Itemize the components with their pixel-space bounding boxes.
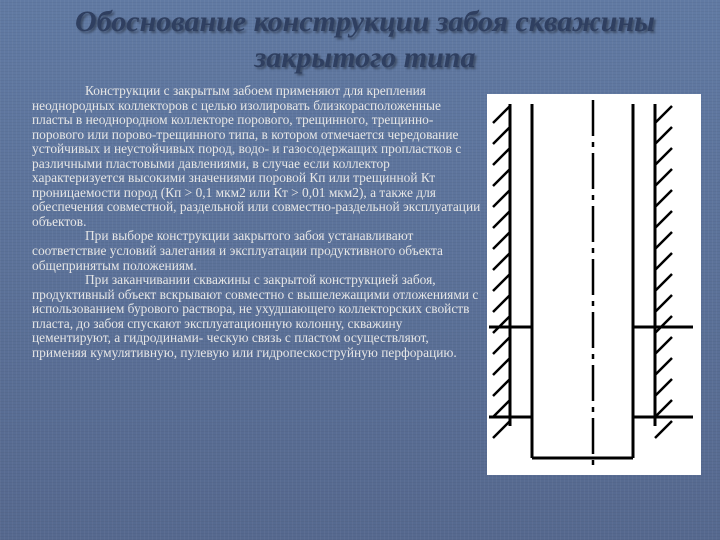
rock-hatching-right: [655, 106, 672, 438]
hatch-mark-left: [493, 295, 510, 312]
hatch-mark-right: [655, 169, 672, 186]
hatch-mark-right: [655, 421, 672, 438]
hatch-mark-right: [655, 358, 672, 375]
hatch-mark-left: [493, 190, 510, 207]
hatch-mark-right: [655, 190, 672, 207]
paragraph-3: При заканчивании скважины с закрытой конструкцией забоя, продуктивный объект вскрывают совместно с вышележащими отложениями с использованием бурового раствора, не ухудшающего коллекторских свойств пласта, до забоя спускают эксплуатационную колонну, скважину цементируют, а гидродинами- ческую связь с пластом осуществляют, применяя кумулятивную, пулевую или гидропескоструйную перфорацию.: [32, 272, 479, 360]
rock-hatching-left: [493, 106, 510, 438]
hatch-mark-right: [655, 127, 672, 144]
paragraph-1: Конструкции с закрытым забоем применяют для крепления неоднородных коллекторов с целью изолировать близкорасположенные пласты в неоднородном коллекторе порового, трещинного, трещинно-порового или порово-трещинного типа, в котором отмечается чередование устойчивых и неустойчивых пород, водо- и газосодержащих пропластков с различными пластовыми давлениями, в случае если коллектор характеризуется высокими значениями поровой Кп или трещинной Кт проницаемости пород (Кп > 0,1 мкм2 или Кт > 0,01 мкм2), а также для обеспечения совместной, раздельной или совместно-раздельной эксплуатации объектов.: [32, 83, 481, 229]
hatch-mark-right: [655, 106, 672, 123]
hatch-mark-left: [493, 316, 510, 333]
slide-title: [40, 4, 690, 76]
hatch-mark-right: [655, 337, 672, 354]
hatch-mark-left: [493, 211, 510, 228]
slide-title-line-2: закрытого типа: [254, 41, 476, 74]
paragraph-2: При выборе конструкции закрытого забоя устанавливают соответствие условий залегания и эксплуатации продуктивного объекта общепринятым положениям.: [32, 228, 443, 273]
hatch-mark-left: [493, 400, 510, 417]
slide-body-text: [32, 84, 482, 360]
hatch-mark-right: [655, 211, 672, 228]
hatch-mark-left: [493, 148, 510, 165]
slide-title-line-1: Обоснование конструкции забоя скважины: [75, 5, 655, 38]
hatch-mark-left: [493, 253, 510, 270]
hatch-mark-right: [655, 148, 672, 165]
hatch-mark-left: [493, 169, 510, 186]
hatch-mark-left: [493, 337, 510, 354]
hatch-mark-left: [493, 379, 510, 396]
hatch-mark-right: [655, 274, 672, 291]
hatch-mark-left: [493, 127, 510, 144]
hatch-mark-left: [493, 106, 510, 123]
hatch-mark-left: [493, 358, 510, 375]
hatch-mark-left: [493, 274, 510, 291]
hatch-mark-left: [493, 421, 510, 438]
hatch-mark-right: [655, 379, 672, 396]
hatch-mark-left: [493, 232, 510, 249]
hatch-mark-right: [655, 316, 672, 333]
hatch-mark-right: [655, 400, 672, 417]
hatch-mark-right: [655, 232, 672, 249]
hatch-mark-right: [655, 253, 672, 270]
well-diagram: [487, 94, 701, 475]
hatch-mark-right: [655, 295, 672, 312]
